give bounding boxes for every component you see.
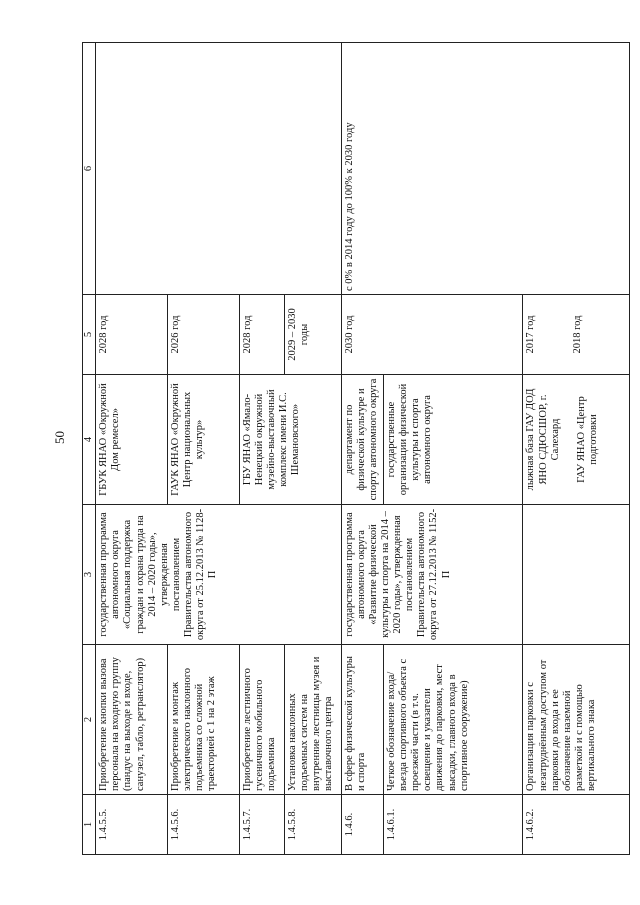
- header-cell: 2: [83, 645, 96, 795]
- indicator-cell: с 0% в 2014 году до 100% к 2030 году: [342, 43, 630, 295]
- row-number: 1.4.5.7.: [239, 795, 284, 855]
- header-cell: 5: [83, 295, 96, 375]
- header-row: [83, 43, 96, 855]
- measure-text: Приобретение лестничного гусеничного мобильного подъемника: [239, 645, 284, 795]
- row-number: 1.4.5.5.: [96, 795, 168, 855]
- organization-cell: государственные организации физической культуры и спорта автономного округа: [384, 375, 523, 505]
- program-cell: государственная программа автономного округа «Социальная поддержка граждан и охрана труда на 2014 – 2020 годы», утвержденная постановлением Правительства автономного округа от 25.12.2013 № 1128-П: [96, 505, 342, 645]
- organization-cell: [523, 375, 630, 505]
- row-number: 1.4.6.2.: [523, 795, 630, 855]
- year-cell: [523, 295, 630, 375]
- year-cell: 2028 год: [96, 295, 168, 375]
- organization-line: ГАУ ЯНАО «Центр подготовки: [575, 396, 599, 483]
- year-cell: 2026 год: [168, 295, 240, 375]
- year-line: 2018 год: [571, 315, 583, 354]
- measure-text: Четкое обозначение входа/въезда спортивного объекта с проезжей части (в т.ч. освещение и указатели движения до парковки, мест высадки, главного входа в спортивное сооружение): [384, 645, 523, 795]
- organization-cell: департамент по физической культуре и спорту автономного округа: [342, 375, 384, 505]
- measure-text: В сфере физической культуры и спорта: [342, 645, 384, 795]
- page-number: 50: [52, 431, 67, 444]
- row-number: 1.4.6.1.: [384, 795, 523, 855]
- row-number: 1.4.6.: [342, 795, 384, 855]
- header-cell: 1: [83, 795, 96, 855]
- header-cell: 3: [83, 505, 96, 645]
- year-line: 2017 год: [525, 315, 537, 354]
- measure-text: Приобретение кнопки вызова персонала на входную группу (пандус на выходе и входе, санузел, табло, ретранслятор): [96, 645, 168, 795]
- row-number: 1.4.5.6.: [168, 795, 240, 855]
- year-cell: 2030 год: [342, 295, 523, 375]
- header-cell: 6: [83, 43, 96, 295]
- program-cell: государственная программа автономного округа «Развитие физической культуры и спорта на 2014 – 2020 годы», утвержденная постановлением Правительства автономного округа от 27.12.2013 № 1152-П: [342, 505, 523, 645]
- program-cell-empty: [523, 505, 630, 645]
- measure-text: Установка наклонных подъемных систем на внутренние лестницы музея и выставочного центра: [284, 645, 341, 795]
- table-row: [96, 43, 168, 855]
- measure-text: Организация парковки с незатруднённым доступом от парковки до входа и ее обозначение наземной разметкой и с помощью вертикального знака: [523, 645, 630, 795]
- organization-line: лыжная база ГАУ ДОД ЯНО СДЮСШОР, г. Салехард: [525, 388, 561, 491]
- header-cell: 4: [83, 375, 96, 505]
- rotated-table-container: [82, 43, 630, 855]
- organization-cell: ГБУ ЯНАО «Ямало-Ненецкий окружной музейно-выставочный комплекс имени И.С. Шемановского»: [239, 375, 341, 505]
- organization-cell: ГАУК ЯНАО «Окружной Центр национальных культур»: [168, 375, 240, 505]
- table-row: [342, 43, 384, 855]
- year-cell: 2029 – 2030 годы: [284, 295, 341, 375]
- measures-table: [82, 42, 630, 855]
- measure-text: Приобретение и монтаж электрического наклонного подъемника со сложной траекторией с 1 на 2 этаж: [168, 645, 240, 795]
- indicator-cell: [96, 43, 342, 295]
- year-cell: 2028 год: [239, 295, 284, 375]
- organization-cell: ГБУК ЯНАО «Окружной Дом ремесел»: [96, 375, 168, 505]
- row-number: 1.4.5.8.: [284, 795, 341, 855]
